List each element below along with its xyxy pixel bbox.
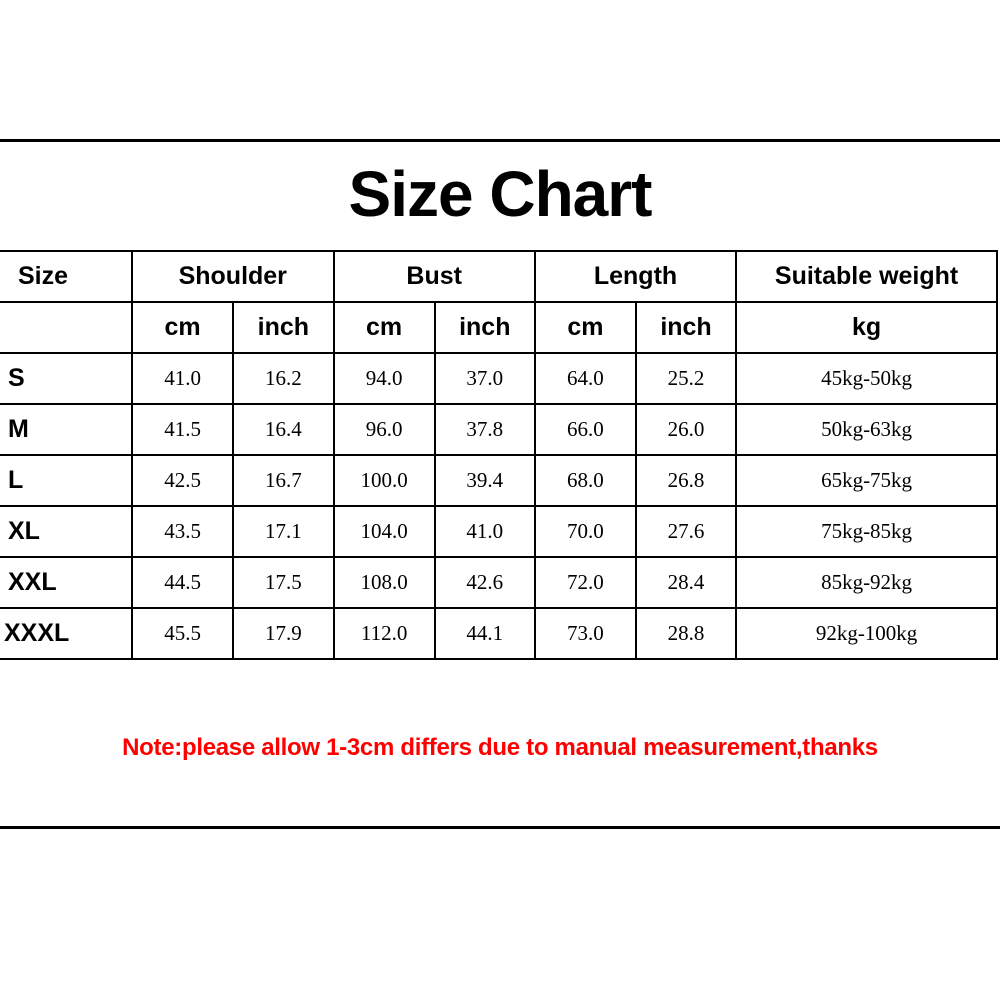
row-size: XXXL bbox=[0, 608, 132, 659]
header-shoulder: Shoulder bbox=[132, 251, 334, 302]
row-bust-inch: 39.4 bbox=[435, 455, 535, 506]
row-length-inch: 26.0 bbox=[636, 404, 736, 455]
table-row bbox=[0, 557, 997, 608]
row-shoulder-cm: 43.5 bbox=[132, 506, 233, 557]
header-length: Length bbox=[535, 251, 736, 302]
row-shoulder-inch: 16.4 bbox=[233, 404, 333, 455]
row-size: L bbox=[0, 455, 132, 506]
page-title: Size Chart bbox=[348, 158, 652, 230]
row-bust-inch: 37.0 bbox=[435, 353, 535, 404]
row-bust-inch: 44.1 bbox=[435, 608, 535, 659]
bottom-rule bbox=[0, 826, 1000, 829]
unit-length-inch: inch bbox=[636, 302, 736, 353]
row-bust-cm: 112.0 bbox=[334, 608, 435, 659]
header-weight: Suitable weight bbox=[736, 251, 997, 302]
row-shoulder-cm: 42.5 bbox=[132, 455, 233, 506]
row-length-inch: 27.6 bbox=[636, 506, 736, 557]
row-weight: 92kg-100kg bbox=[736, 608, 997, 659]
row-length-cm: 70.0 bbox=[535, 506, 636, 557]
row-length-cm: 64.0 bbox=[535, 353, 636, 404]
row-weight: 45kg-50kg bbox=[736, 353, 997, 404]
row-length-inch: 28.8 bbox=[636, 608, 736, 659]
row-bust-inch: 41.0 bbox=[435, 506, 535, 557]
unit-size-blank bbox=[0, 302, 132, 353]
row-size: S bbox=[0, 353, 132, 404]
row-size: M bbox=[0, 404, 132, 455]
row-shoulder-cm: 45.5 bbox=[132, 608, 233, 659]
table-row bbox=[0, 404, 997, 455]
row-length-inch: 26.8 bbox=[636, 455, 736, 506]
table-row bbox=[0, 353, 997, 404]
row-bust-cm: 96.0 bbox=[334, 404, 435, 455]
table-unit-row bbox=[0, 302, 997, 353]
header-size: Size bbox=[0, 251, 132, 302]
unit-length-cm: cm bbox=[535, 302, 636, 353]
table-header-row bbox=[0, 251, 997, 302]
row-shoulder-inch: 17.1 bbox=[233, 506, 333, 557]
unit-bust-cm: cm bbox=[334, 302, 435, 353]
measurement-note: Note:please allow 1-3cm differs due to manual measurement,thanks bbox=[122, 734, 878, 761]
unit-shoulder-cm: cm bbox=[132, 302, 233, 353]
row-bust-cm: 94.0 bbox=[334, 353, 435, 404]
row-weight: 50kg-63kg bbox=[736, 404, 997, 455]
table-row bbox=[0, 506, 997, 557]
row-length-inch: 28.4 bbox=[636, 557, 736, 608]
row-length-cm: 73.0 bbox=[535, 608, 636, 659]
row-shoulder-inch: 17.5 bbox=[233, 557, 333, 608]
row-length-cm: 72.0 bbox=[535, 557, 636, 608]
row-bust-cm: 100.0 bbox=[334, 455, 435, 506]
row-shoulder-cm: 41.0 bbox=[132, 353, 233, 404]
row-shoulder-inch: 16.2 bbox=[233, 353, 333, 404]
row-length-cm: 68.0 bbox=[535, 455, 636, 506]
header-bust: Bust bbox=[334, 251, 535, 302]
unit-weight: kg bbox=[736, 302, 997, 353]
top-rule bbox=[0, 139, 1000, 142]
row-shoulder-inch: 17.9 bbox=[233, 608, 333, 659]
row-size: XL bbox=[0, 506, 132, 557]
row-size: XXL bbox=[0, 557, 132, 608]
row-weight: 85kg-92kg bbox=[736, 557, 997, 608]
row-weight: 65kg-75kg bbox=[736, 455, 997, 506]
row-bust-cm: 108.0 bbox=[334, 557, 435, 608]
row-bust-inch: 37.8 bbox=[435, 404, 535, 455]
row-shoulder-inch: 16.7 bbox=[233, 455, 333, 506]
row-bust-inch: 42.6 bbox=[435, 557, 535, 608]
row-length-inch: 25.2 bbox=[636, 353, 736, 404]
unit-shoulder-inch: inch bbox=[233, 302, 333, 353]
unit-bust-inch: inch bbox=[435, 302, 535, 353]
table-row bbox=[0, 455, 997, 506]
table-row bbox=[0, 608, 997, 659]
row-length-cm: 66.0 bbox=[535, 404, 636, 455]
row-shoulder-cm: 44.5 bbox=[132, 557, 233, 608]
row-shoulder-cm: 41.5 bbox=[132, 404, 233, 455]
row-weight: 75kg-85kg bbox=[736, 506, 997, 557]
size-table bbox=[0, 250, 998, 660]
row-bust-cm: 104.0 bbox=[334, 506, 435, 557]
